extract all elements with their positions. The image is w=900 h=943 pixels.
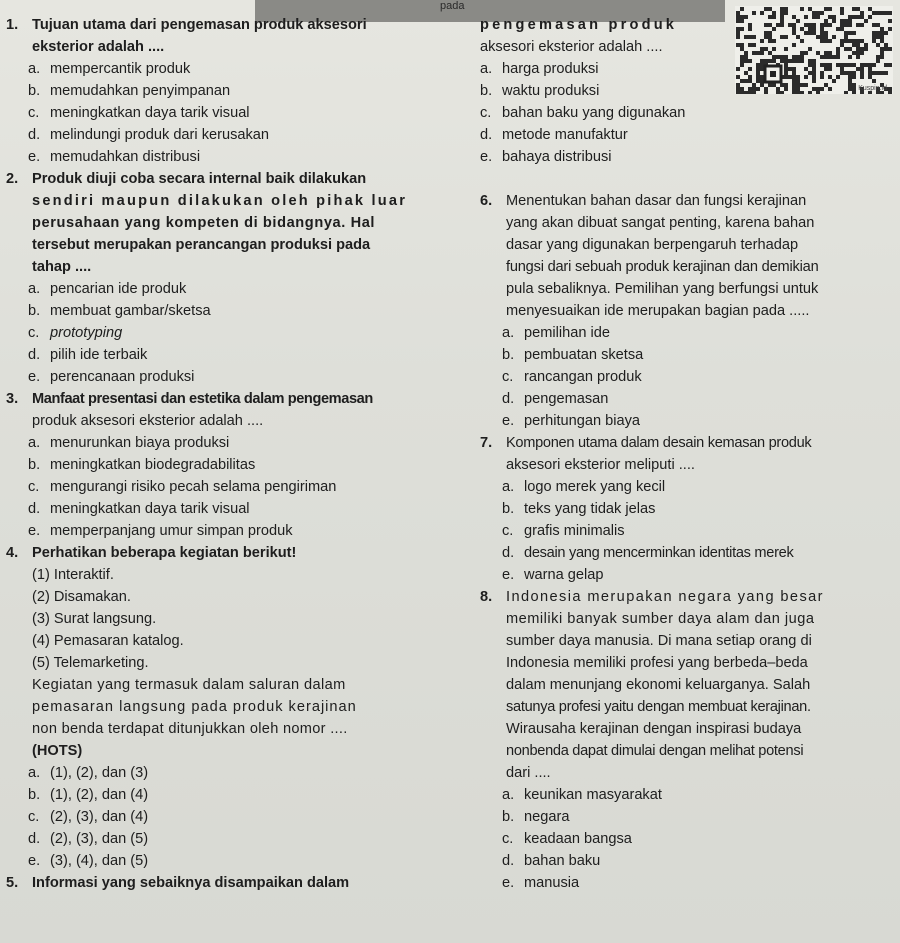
option-letter: c.	[28, 479, 40, 495]
option-letter: d.	[28, 831, 41, 847]
question-8	[480, 586, 900, 894]
option-b[interactable]	[480, 80, 900, 102]
list-item: (4) Pemasaran katalog.	[32, 633, 184, 649]
qr-module	[852, 7, 856, 11]
option-text: keunikan masyarakat	[524, 787, 662, 803]
question-text: yang akan dibuat sangat penting, karena bahan	[506, 215, 815, 231]
option-letter: b.	[502, 809, 515, 825]
question-5-continued	[480, 14, 900, 168]
option-text: desain yang mencerminkan identitas merek	[524, 545, 794, 561]
option-letter: d.	[28, 501, 41, 517]
option-text: prototyping	[50, 325, 123, 341]
option-d[interactable]	[480, 542, 900, 564]
option-text: menurunkan biaya produksi	[50, 435, 230, 451]
option-text: pencarian ide produk	[50, 281, 187, 297]
question-3	[6, 388, 476, 542]
question-7	[480, 432, 900, 586]
option-text: mengurangi risiko pecah selama pengiriman	[50, 479, 337, 495]
right-column	[480, 14, 900, 894]
qr-module	[828, 7, 832, 11]
option-a[interactable]	[6, 58, 476, 80]
option-letter: d.	[480, 127, 493, 143]
question-4	[6, 542, 476, 872]
option-text: bahan baku	[524, 853, 601, 869]
option-letter: e.	[480, 149, 493, 165]
qr-module	[824, 7, 828, 11]
question-text: produk aksesori eksterior adalah ....	[32, 413, 264, 429]
qr-module	[768, 7, 772, 11]
option-c[interactable]	[480, 520, 900, 542]
option-letter: e.	[502, 567, 515, 583]
qr-module	[856, 7, 860, 11]
option-c[interactable]	[6, 476, 476, 498]
question-text: Manfaat presentasi dan estetika dalam pengemasan	[32, 391, 373, 407]
option-text: harga produksi	[502, 61, 599, 77]
question-text: pula sebaliknya. Pemilihan yang berfungsi untuk	[506, 281, 819, 297]
option-a[interactable]	[480, 476, 900, 498]
option-text: pengemasan	[524, 391, 609, 407]
option-b[interactable]	[480, 498, 900, 520]
option-b[interactable]	[6, 80, 476, 102]
option-letter: e.	[28, 369, 41, 385]
option-e[interactable]	[480, 872, 900, 894]
option-letter: a.	[28, 281, 41, 297]
qr-module	[740, 7, 744, 11]
question-text: tersebut merupakan perancangan produksi pada	[32, 237, 371, 253]
option-letter: d.	[28, 127, 41, 143]
option-text: memudahkan distribusi	[50, 149, 201, 165]
option-c[interactable]	[480, 366, 900, 388]
question-2	[6, 168, 476, 388]
option-text: rancangan produk	[524, 369, 642, 385]
question-text: satunya profesi yaitu dengan membuat kerajinan.	[506, 699, 811, 715]
option-b[interactable]	[6, 784, 476, 806]
option-letter: c.	[28, 809, 40, 825]
question-text: memiliki banyak sumber daya alam dan juga	[506, 611, 815, 627]
option-text: melindungi produk dari kerusakan	[50, 127, 270, 143]
option-letter: b.	[28, 83, 41, 99]
option-text: perhitungan biaya	[524, 413, 641, 429]
option-letter: e.	[28, 523, 41, 539]
option-text: memudahkan penyimpanan	[50, 83, 231, 99]
option-text: (2), (3), dan (5)	[50, 831, 149, 847]
option-letter: c.	[502, 831, 514, 847]
question-text: Perhatikan beberapa kegiatan berikut!	[32, 545, 297, 561]
option-text: meningkatkan daya tarik visual	[50, 501, 250, 517]
top-label: pada	[440, 0, 465, 12]
question-number: 3.	[6, 391, 19, 407]
qr-module	[780, 7, 784, 11]
question-text: perusahaan yang kompeten di bidangnya. Hal	[32, 215, 376, 231]
question-text: dari ....	[506, 765, 551, 781]
option-d[interactable]	[6, 498, 476, 520]
option-letter: c.	[502, 369, 514, 385]
question-text: aksesori eksterior meliputi ....	[506, 457, 695, 473]
option-text: meningkatkan daya tarik visual	[50, 105, 250, 121]
question-number: 4.	[6, 545, 19, 561]
option-text: negara	[524, 809, 570, 825]
option-text: manusia	[524, 875, 580, 891]
question-6	[480, 190, 900, 432]
option-e[interactable]	[6, 146, 476, 168]
option-text: memperpanjang umur simpan produk	[50, 523, 293, 539]
option-letter: a.	[502, 787, 515, 803]
option-text: bahaya distribusi	[502, 149, 612, 165]
question-number: 2.	[6, 171, 19, 187]
option-c[interactable]	[6, 322, 476, 344]
question-text: sumber daya manusia. Di mana setiap orang di	[506, 633, 812, 649]
option-d[interactable]	[6, 124, 476, 146]
option-letter: d.	[28, 347, 41, 363]
option-b[interactable]	[6, 300, 476, 322]
option-text: (1), (2), dan (3)	[50, 765, 149, 781]
option-e[interactable]	[480, 146, 900, 168]
list-item: (2) Disamakan.	[32, 589, 131, 605]
qr-module	[784, 7, 788, 11]
option-letter: b.	[502, 501, 515, 517]
option-e[interactable]	[6, 366, 476, 388]
option-letter: e.	[502, 875, 515, 891]
question-text: non benda terdapat ditunjukkan oleh nomor ....	[32, 721, 348, 737]
option-text: teks yang tidak jelas	[524, 501, 656, 517]
question-text: Komponen utama dalam desain kemasan produk	[506, 435, 812, 451]
option-text: waktu produksi	[502, 83, 600, 99]
question-text: pengemasan produk	[480, 17, 678, 33]
question-text: eksterior adalah ....	[32, 39, 165, 55]
question-number: 5.	[6, 875, 19, 891]
question-text: Wirausaha kerajinan dengan inspirasi budaya	[506, 721, 802, 737]
option-b[interactable]	[6, 454, 476, 476]
option-letter: b.	[28, 787, 41, 803]
option-text: pilih ide terbaik	[50, 347, 148, 363]
option-text: (2), (3), dan (4)	[50, 809, 149, 825]
option-letter: e.	[502, 413, 515, 429]
option-letter: a.	[28, 435, 41, 451]
option-text: (3), (4), dan (5)	[50, 853, 149, 869]
option-text: grafis minimalis	[524, 523, 625, 539]
option-c[interactable]	[6, 806, 476, 828]
option-letter: a.	[480, 61, 493, 77]
option-letter: b.	[28, 303, 41, 319]
option-letter: d.	[502, 391, 515, 407]
option-text: mempercantik produk	[50, 61, 191, 77]
option-text: pemilihan ide	[524, 325, 610, 341]
option-d[interactable]	[480, 388, 900, 410]
question-1	[6, 14, 476, 168]
question-text: Produk diuji coba secara internal baik dilakukan	[32, 171, 367, 187]
option-letter: d.	[502, 853, 515, 869]
option-letter: d.	[502, 545, 515, 561]
left-column	[6, 14, 476, 894]
option-a[interactable]	[480, 58, 900, 80]
question-text: sendiri maupun dilakukan oleh pihak luar	[32, 193, 408, 209]
option-a[interactable]	[6, 762, 476, 784]
question-text: Indonesia merupakan negara yang besar	[506, 589, 824, 605]
qr-module	[808, 7, 812, 11]
qr-label: Kuspin.id	[858, 85, 887, 92]
option-text: meningkatkan biodegradabilitas	[50, 457, 256, 473]
option-letter: c.	[480, 105, 492, 121]
question-text: Kegiatan yang termasuk dalam saluran dalam	[32, 677, 346, 693]
question-number: 1.	[6, 17, 19, 33]
question-text: fungsi dari sebuah produk kerajinan dan demikian	[506, 259, 819, 275]
option-text: bahan baku yang digunakan	[502, 105, 686, 121]
option-text: pembuatan sketsa	[524, 347, 644, 363]
question-text: Informasi yang sebaiknya disampaikan dalam	[32, 875, 350, 891]
option-a[interactable]	[6, 278, 476, 300]
option-e[interactable]	[480, 564, 900, 586]
qr-module	[868, 7, 872, 11]
option-letter: a.	[28, 61, 41, 77]
option-c[interactable]	[6, 102, 476, 124]
qr-module	[840, 7, 844, 11]
option-d[interactable]	[480, 850, 900, 872]
question-text: aksesori eksterior adalah ....	[480, 39, 663, 55]
question-number: 7.	[480, 435, 493, 451]
option-c[interactable]	[480, 102, 900, 124]
question-text: pemasaran langsung pada produk kerajinan	[32, 699, 357, 715]
qr-module	[764, 7, 768, 11]
option-text: perencanaan produksi	[50, 369, 195, 385]
option-b[interactable]	[480, 344, 900, 366]
option-text: keadaan bangsa	[524, 831, 632, 847]
question-text: Tujuan utama dari pengemasan produk aksesori	[32, 17, 367, 33]
list-item: (1) Interaktif.	[32, 567, 114, 583]
hots-label: (HOTS)	[32, 743, 83, 759]
question-text: dasar yang digunakan berpengaruh terhadap	[506, 237, 799, 253]
option-e[interactable]	[480, 410, 900, 432]
option-a[interactable]	[480, 784, 900, 806]
question-text: dalam menunjang ekonomi keluarganya. Salah	[506, 677, 811, 693]
option-e[interactable]	[6, 520, 476, 542]
question-text: tahap ....	[32, 259, 92, 275]
option-letter: c.	[502, 523, 514, 539]
option-letter: c.	[28, 325, 40, 341]
question-number: 6.	[480, 193, 493, 209]
option-letter: b.	[502, 347, 515, 363]
option-letter: e.	[28, 853, 41, 869]
question-text: nonbenda dapat dimulai dengan melihat potensi	[506, 743, 804, 759]
option-text: warna gelap	[524, 567, 604, 583]
question-number: 8.	[480, 589, 493, 605]
option-text: metode manufaktur	[502, 127, 628, 143]
option-e[interactable]	[6, 850, 476, 872]
option-a[interactable]	[480, 322, 900, 344]
option-letter: b.	[28, 457, 41, 473]
option-d[interactable]	[6, 344, 476, 366]
option-text: membuat gambar/sketsa	[50, 303, 211, 319]
option-letter: e.	[28, 149, 41, 165]
question-text: Indonesia memiliki profesi yang berbeda–beda	[506, 655, 808, 671]
question-text: Menentukan bahan dasar dan fungsi kerajinan	[506, 193, 807, 209]
option-letter: a.	[502, 325, 515, 341]
option-b[interactable]	[480, 806, 900, 828]
option-letter: a.	[502, 479, 515, 495]
question-text: menyesuaikan ide merupakan bagian pada .....	[506, 303, 810, 319]
option-d[interactable]	[6, 828, 476, 850]
option-c[interactable]	[480, 828, 900, 850]
option-text: (1), (2), dan (4)	[50, 787, 149, 803]
list-item: (5) Telemarketing.	[32, 655, 149, 671]
option-letter: a.	[28, 765, 41, 781]
option-letter: b.	[480, 83, 493, 99]
option-a[interactable]	[6, 432, 476, 454]
option-d[interactable]	[480, 124, 900, 146]
question-5	[6, 872, 476, 894]
option-text: logo merek yang kecil	[524, 479, 666, 495]
qr-module	[800, 7, 804, 11]
option-letter: c.	[28, 105, 40, 121]
list-item: (3) Surat langsung.	[32, 611, 157, 627]
